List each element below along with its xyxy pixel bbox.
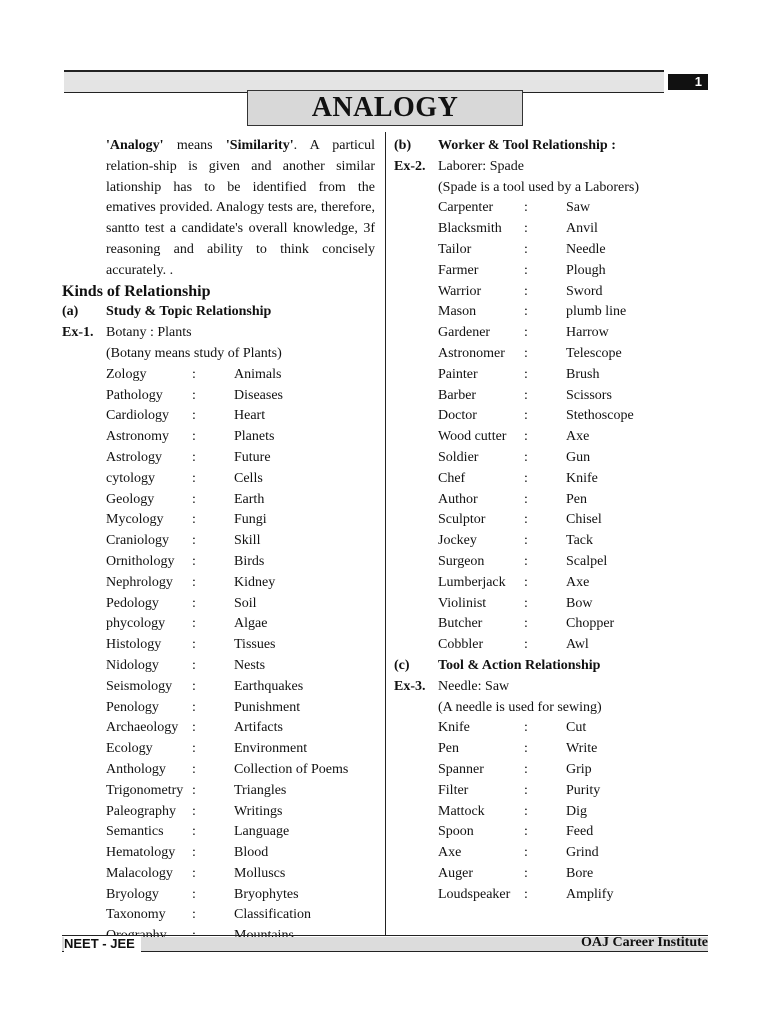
pair-separator: : <box>524 470 528 486</box>
example-2-label: Ex-2. <box>394 158 426 174</box>
pair-separator: : <box>192 512 196 528</box>
pair-term: Pathology <box>106 387 163 403</box>
pair-term: Ornithology <box>106 553 175 569</box>
right-column <box>394 136 694 905</box>
pair-match: Earth <box>234 491 265 507</box>
pair-match: Blood <box>234 845 269 861</box>
pair-match: Bryophytes <box>234 886 299 902</box>
pair-term: Histology <box>106 637 162 653</box>
pair-separator: : <box>192 553 196 569</box>
pair-match: Triangles <box>234 782 287 798</box>
pair-row <box>394 864 694 885</box>
pair-term: Axe <box>438 845 462 861</box>
pair-separator: : <box>524 221 528 237</box>
pair-row <box>62 531 375 552</box>
pair-match: Birds <box>234 553 265 569</box>
pair-term: Nidology <box>106 657 159 673</box>
pair-match: Scalpel <box>566 553 608 569</box>
example-3-note <box>394 698 694 719</box>
pair-row <box>62 781 375 802</box>
pair-row <box>62 552 375 573</box>
pair-row <box>62 573 375 594</box>
pair-separator: : <box>524 533 528 549</box>
pair-match: Bow <box>566 595 593 611</box>
pair-term: Mycology <box>106 512 164 528</box>
pair-match: Needle <box>566 241 606 257</box>
pair-match: Fungi <box>234 512 267 528</box>
pair-term: Ecology <box>106 741 153 757</box>
pair-row <box>394 448 694 469</box>
pair-row <box>62 718 375 739</box>
pair-row <box>394 198 694 219</box>
pair-match: Anvil <box>566 221 598 237</box>
pair-row <box>394 739 694 760</box>
section-c-label: (c) <box>394 657 410 673</box>
pair-match: Nests <box>234 657 266 673</box>
left-column <box>62 136 375 947</box>
pair-term: Sculptor <box>438 512 486 528</box>
example-1-text: Botany : Plants <box>106 325 192 341</box>
pair-term: Filter <box>438 782 469 798</box>
pair-term: Soldier <box>438 449 479 465</box>
pair-match: Tack <box>566 533 594 549</box>
pair-separator: : <box>192 637 196 653</box>
pair-term: Chef <box>438 470 466 486</box>
pair-match: Amplify <box>566 886 614 902</box>
pair-term: Blacksmith <box>438 221 502 237</box>
pair-match: Tissues <box>234 637 276 653</box>
pair-term: Painter <box>438 366 478 382</box>
example-2-note <box>394 178 694 199</box>
intro-paragraph <box>62 136 375 282</box>
pair-row <box>394 323 694 344</box>
pair-match: Purity <box>566 782 601 798</box>
pair-row <box>394 885 694 906</box>
pair-separator: : <box>192 699 196 715</box>
pair-term: Pen <box>438 741 459 757</box>
pair-term: Doctor <box>438 408 477 424</box>
pair-match: Algae <box>234 616 268 632</box>
pair-term: Taxonomy <box>106 907 166 923</box>
pair-row <box>394 802 694 823</box>
footer-right-text: OAJ Career Institute <box>580 935 708 950</box>
pair-row <box>62 386 375 407</box>
pair-separator: : <box>192 803 196 819</box>
pair-match: Classification <box>234 907 311 923</box>
pair-match: Telescope <box>566 345 622 361</box>
section-c-title: Tool & Action Relationship <box>438 657 601 673</box>
page-number: 1 <box>668 74 708 90</box>
pair-row <box>394 531 694 552</box>
pair-match: Scissors <box>566 387 612 403</box>
pair-row <box>62 635 375 656</box>
pair-match: Artifacts <box>234 720 283 736</box>
pair-separator: : <box>524 574 528 590</box>
pair-separator: : <box>192 429 196 445</box>
pair-row <box>394 573 694 594</box>
pair-term: Farmer <box>438 262 479 278</box>
pair-row <box>394 614 694 635</box>
pair-term: Warrior <box>438 283 482 299</box>
pair-separator: : <box>192 657 196 673</box>
pair-row <box>394 469 694 490</box>
pair-match: Cut <box>566 720 587 736</box>
pair-separator: : <box>524 345 528 361</box>
pair-row <box>62 448 375 469</box>
pair-separator: : <box>524 491 528 507</box>
pair-match: Gun <box>566 449 591 465</box>
pair-row <box>62 739 375 760</box>
pair-separator: : <box>524 865 528 881</box>
pair-match: Stethoscope <box>566 408 634 424</box>
analogy-term: 'Analogy' <box>106 138 164 153</box>
pair-row <box>62 365 375 386</box>
pair-separator: : <box>524 720 528 736</box>
pair-term: Lumberjack <box>438 574 506 590</box>
pair-row <box>62 427 375 448</box>
example-1-note <box>62 344 375 365</box>
pair-separator: : <box>192 408 196 424</box>
pair-row <box>394 843 694 864</box>
section-a-title: Study & Topic Relationship <box>106 304 272 320</box>
pair-separator: : <box>524 595 528 611</box>
pair-row <box>394 365 694 386</box>
section-a-heading <box>62 302 375 323</box>
pair-term: Gardener <box>438 325 491 341</box>
pair-separator: : <box>524 325 528 341</box>
pair-row <box>62 822 375 843</box>
pair-term: Anthology <box>106 761 166 777</box>
page-title: ANALOGY <box>247 90 523 126</box>
pair-match: Axe <box>566 429 590 445</box>
pair-match: Chopper <box>566 616 615 632</box>
pair-row <box>394 219 694 240</box>
pair-term: Astrology <box>106 449 162 465</box>
pair-term: Semantics <box>106 824 164 840</box>
pair-row <box>394 427 694 448</box>
pair-separator: : <box>524 741 528 757</box>
pair-match: Planets <box>234 429 275 445</box>
pair-match: Diseases <box>234 387 283 403</box>
example-3-note-text: (A needle is used for sewing) <box>438 699 602 715</box>
pair-term: Tailor <box>438 241 472 257</box>
pair-term: Surgeon <box>438 553 485 569</box>
pair-term: Jockey <box>438 533 477 549</box>
pair-separator: : <box>192 574 196 590</box>
section-b-heading <box>394 136 694 157</box>
pair-separator: : <box>192 470 196 486</box>
pair-separator: : <box>524 283 528 299</box>
example-2-text: Laborer: Spade <box>438 158 524 174</box>
pair-separator: : <box>524 387 528 403</box>
pair-term: Wood cutter <box>438 429 507 445</box>
pair-term: Spanner <box>438 761 484 777</box>
pair-separator: : <box>192 824 196 840</box>
pair-separator: : <box>192 449 196 465</box>
pair-row <box>62 656 375 677</box>
pair-match: plumb line <box>566 304 627 320</box>
example-2-note-text: (Spade is a tool used by a Laborers) <box>438 179 639 195</box>
pair-term: Cardiology <box>106 408 169 424</box>
pair-row <box>394 240 694 261</box>
pair-match: Axe <box>566 574 590 590</box>
section-b-title: Worker & Tool Relationship : <box>438 138 616 153</box>
pair-match: Earthquakes <box>234 678 304 694</box>
pair-separator: : <box>192 886 196 902</box>
example-3-text: Needle: Saw <box>438 678 510 694</box>
pair-row <box>62 469 375 490</box>
pair-term: Astronomy <box>106 429 169 445</box>
pair-match: Chisel <box>566 512 602 528</box>
pair-separator: : <box>524 616 528 632</box>
pair-match: Sword <box>566 283 603 299</box>
pair-separator: : <box>524 304 528 320</box>
pair-match: Grind <box>566 845 599 861</box>
pair-separator: : <box>524 553 528 569</box>
pair-match: Future <box>234 449 271 465</box>
section-a-label: (a) <box>62 304 79 320</box>
example-3-label: Ex-3. <box>394 678 426 694</box>
pair-term: Author <box>438 491 478 507</box>
pair-row <box>394 302 694 323</box>
pair-row <box>394 490 694 511</box>
pair-match: Pen <box>566 491 587 507</box>
pair-match: Saw <box>566 200 591 216</box>
pair-match: Heart <box>234 408 266 424</box>
pair-row <box>62 905 375 926</box>
pair-row <box>62 864 375 885</box>
pair-separator: : <box>192 782 196 798</box>
pair-match: Writings <box>234 803 283 819</box>
pair-separator: : <box>192 907 196 923</box>
pair-match: Grip <box>566 761 592 777</box>
pair-term: Carpenter <box>438 200 494 216</box>
pair-term: Paleography <box>106 803 176 819</box>
intro-means: means <box>163 138 226 153</box>
similarity-term: 'Similarity' <box>225 138 294 153</box>
pair-row <box>62 594 375 615</box>
pair-match: Collection of Poems <box>234 761 349 777</box>
example-2 <box>394 157 694 178</box>
pair-row <box>394 594 694 615</box>
pair-term: Seismology <box>106 678 173 694</box>
pair-separator: : <box>192 678 196 694</box>
pair-term: Pedology <box>106 595 159 611</box>
pair-match: Cells <box>234 470 263 486</box>
pair-match: Harrow <box>566 325 609 341</box>
pair-term: Mason <box>438 304 477 320</box>
pair-separator: : <box>524 803 528 819</box>
pair-term: Archaeology <box>106 720 179 736</box>
pair-term: cytology <box>106 470 155 486</box>
pair-match: Write <box>566 741 598 757</box>
pair-term: Barber <box>438 387 477 403</box>
pair-row <box>394 635 694 656</box>
pair-term: Geology <box>106 491 155 507</box>
example-1 <box>62 323 375 344</box>
pair-match: Plough <box>566 262 606 278</box>
pair-separator: : <box>524 366 528 382</box>
pair-row <box>62 406 375 427</box>
pair-term: Trigonometry <box>106 782 184 798</box>
pair-match: Bore <box>566 865 594 881</box>
worker-tool-list <box>394 198 694 656</box>
pair-row <box>394 386 694 407</box>
pair-row <box>62 510 375 531</box>
pair-row <box>62 885 375 906</box>
pair-match: Feed <box>566 824 594 840</box>
pair-separator: : <box>192 533 196 549</box>
pair-separator: : <box>524 449 528 465</box>
pair-match: Brush <box>566 366 600 382</box>
pair-row <box>62 802 375 823</box>
pair-term: Mattock <box>438 803 485 819</box>
pair-separator: : <box>524 262 528 278</box>
pair-match: Animals <box>234 366 282 382</box>
example-1-note-text: (Botany means study of Plants) <box>106 345 282 361</box>
pair-separator: : <box>524 408 528 424</box>
pair-row <box>394 282 694 303</box>
pair-term: Zology <box>106 366 147 382</box>
pair-term: Penology <box>106 699 159 715</box>
pair-row <box>394 406 694 427</box>
pair-term: Hematology <box>106 845 176 861</box>
column-divider <box>385 132 386 936</box>
pair-row <box>394 261 694 282</box>
pair-match: Kidney <box>234 574 276 590</box>
pair-row <box>62 843 375 864</box>
pair-match: Skill <box>234 533 261 549</box>
pair-row <box>62 490 375 511</box>
pair-row <box>62 677 375 698</box>
pair-term: Bryology <box>106 886 159 902</box>
pair-term: Nephrology <box>106 574 173 590</box>
pair-separator: : <box>192 491 196 507</box>
section-c-heading <box>394 656 694 677</box>
pair-match: Environment <box>234 741 308 757</box>
pair-row <box>62 614 375 635</box>
pair-separator: : <box>524 512 528 528</box>
pair-match: Soil <box>234 595 257 611</box>
pair-term: Auger <box>438 865 473 881</box>
pair-term: Astronomer <box>438 345 505 361</box>
pair-separator: : <box>192 865 196 881</box>
pair-term: Knife <box>438 720 470 736</box>
pair-row <box>394 760 694 781</box>
pair-separator: : <box>524 761 528 777</box>
pair-row <box>394 510 694 531</box>
pair-term: Spoon <box>438 824 474 840</box>
pair-row <box>394 822 694 843</box>
footer-left-text: NEET - JEE <box>64 936 141 952</box>
pair-separator: : <box>192 595 196 611</box>
pair-separator: : <box>192 720 196 736</box>
tool-action-list <box>394 718 694 905</box>
pair-term: Malacology <box>106 865 173 881</box>
pair-term: Violinist <box>438 595 487 611</box>
pair-match: Dig <box>566 803 587 819</box>
kinds-heading: Kinds of Relationship <box>62 282 211 300</box>
example-3 <box>394 677 694 698</box>
pair-row <box>394 718 694 739</box>
pair-separator: : <box>192 741 196 757</box>
pair-separator: : <box>524 845 528 861</box>
pair-row <box>62 698 375 719</box>
pair-term: Cobbler <box>438 637 484 653</box>
intro-rest: . A particul relation-ship is given and another similar lationship has to be identified from the ematives provided. Analogy tests are, therefore, santto test a candidate's overall knowledge, 3f reasoning and ability to think concisely accurately. . <box>106 138 375 278</box>
pair-row <box>394 344 694 365</box>
pair-separator: : <box>192 616 196 632</box>
pair-match: Language <box>234 824 290 840</box>
pair-term: Loudspeaker <box>438 886 511 902</box>
pair-separator: : <box>524 241 528 257</box>
pair-separator: : <box>524 200 528 216</box>
pair-match: Awl <box>566 637 589 653</box>
pair-row <box>394 552 694 573</box>
pair-row <box>394 781 694 802</box>
pair-match: Molluscs <box>234 865 286 881</box>
pair-separator: : <box>192 845 196 861</box>
pair-term: Craniology <box>106 533 169 549</box>
pair-match: Punishment <box>234 699 301 715</box>
section-b-label: (b) <box>394 138 412 153</box>
pair-match: Knife <box>566 470 598 486</box>
pair-separator: : <box>524 637 528 653</box>
example-1-label: Ex-1. <box>62 325 94 341</box>
pair-separator: : <box>524 886 528 902</box>
pair-separator: : <box>524 782 528 798</box>
pair-separator: : <box>192 387 196 403</box>
study-topic-list <box>62 365 375 947</box>
pair-separator: : <box>524 429 528 445</box>
pair-separator: : <box>524 824 528 840</box>
pair-term: Butcher <box>438 616 483 632</box>
pair-term: phycology <box>106 616 166 632</box>
pair-separator: : <box>192 366 196 382</box>
pair-row <box>62 760 375 781</box>
pair-separator: : <box>192 761 196 777</box>
